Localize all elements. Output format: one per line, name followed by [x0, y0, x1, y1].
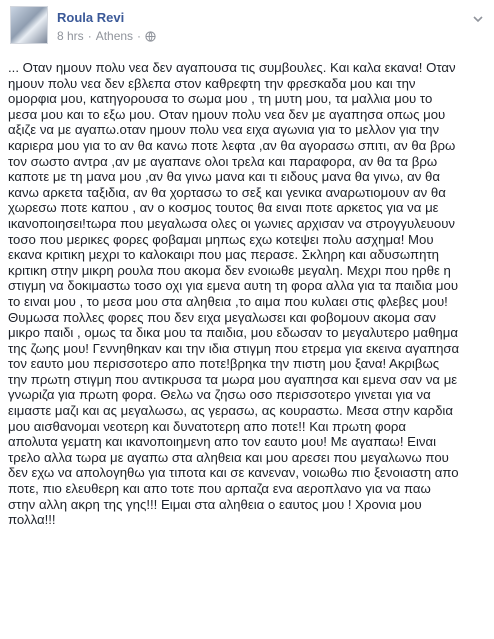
- author-name[interactable]: Roula Revi: [57, 10, 125, 25]
- post-header: [8, 4, 486, 48]
- meta-separator: ·: [87, 29, 92, 43]
- meta-separator-2: ·: [137, 29, 142, 43]
- globe-icon[interactable]: [145, 31, 156, 42]
- post-meta: [57, 29, 156, 43]
- timestamp[interactable]: 8 hrs: [57, 29, 84, 43]
- post-body: ... Οταν ημουν πολυ νεα δεν αγαπουσα τις συμβουλες. Και καλα εκανα! Οταν ημουν πολυ νεα δεν εβλεπα στον καθρεφτη την φρεσκαδα μου και την ομορφια μου, κατηγορουσα το σωμα μου , τη μυτη μου, τα μαλλια μου το μεσα μου και το εξω μου. Οταν ημουν πολυ νεα δεν με αγαπησα οπως μου αξιζε να με αγαπω.οταν ημουν πολυ νεα ειχα αγωνια για το μελλον για την καριερα μου για το αν θα κανω ποτε λεφτα ,αν θα αγορασω σπιτι, αν θα βρω τον σωστο αντρα ,αν με αγαπανε ολοι τρελα και παραφορα, αν θα τα βρω καποτε με τη μανα μου ,αν θα γινω μανα και τι ειδους μανα θα γινω, αν θα κανω αρκετα ταξιδια, αν θα χορτασω το σεξ και γενικα αναρωτιομουν αν θα χωρεσω ποτε καπου , αν ο κοσμος τουτος θα ειναι ποτε αρκετος για να με ικανοποιησει!τωρα που μεγαλωσα ολες οι γωνιες αρχισαν να στρογγυλευουν τοσο που μερικες φορες φοβαμαι μηπως εχω κοτεψει πολυ ασχημα! Μου εκανα κριτικη μεχρι το καλοκαιρι που μας περασε. Σκληρη και αδυσωπητη κριτικη στην μικρη ρουλα που ακομα δεν ενοιωθε μεγαλη. Μεχρι που ηρθε η στιγμη να δοκιμαστω τοσο οχι για εμενα αυτη τη φορα αλλα για τα παιδια μου το ειναι μου , το μεσα μου στα αληθεια ,το αιμα που κυλαει στις φλεβες μου! Θυμωσα πολλες φορες που δεν ειχα μεγαλωσει και φοβομουν ακομα σαν μικρο παιδι , ομως τα δικα μου τα παιδια, μου εδωσαν το μεγαλυτερο μαθημα της ζωης μου! Γεννηθηκαν και την ιδια στιγμη που ετρεμα για εκεινα αγαπησα τον εαυτο μου περισσοτερο απο ποτε!βρηκα την πιστη μου ξανα! Ακριβως την πρωτη στιγμη που αντικρυσα τα μωρα μου αγαπησα και εμενα σαν να με γνωριζα για πρωτη φορα. Θελω να ζησω οσο περισσοτερο γινεται για να ειμαστε μαζι και ας μεγαλωσω, ας γερασω, ας κουραστω. Μεσα στην καρδια μου αισθανομαι νεοτερη και δυνατοτερη απο ποτε!! Και πρωτη φορα απολυτα γεματη και ικανοποιημενη απο τον εαυτο μου! Με αγαπαω! Ειναι τρελο αλλα τωρα με αγαπω στα αληθεια και μου αρεσει που μεγαλωνω που δεν εχω να απολογηθω για τιποτα και σε κανεναν, νοιωθω πιο ξενοιαστη απο ποτε, πιο ελευθερη και απο τοτε που αρπαζα ενα αεροπλανο για να παω στην αλλη ακρη της γης!!! Ειμαι στα αληθεια ο εαυτος μου ! Χρονια μου πολλα!!!: [8, 60, 460, 528]
- location[interactable]: Athens: [95, 29, 134, 43]
- avatar[interactable]: [10, 6, 48, 44]
- chevron-down-icon[interactable]: [472, 12, 484, 24]
